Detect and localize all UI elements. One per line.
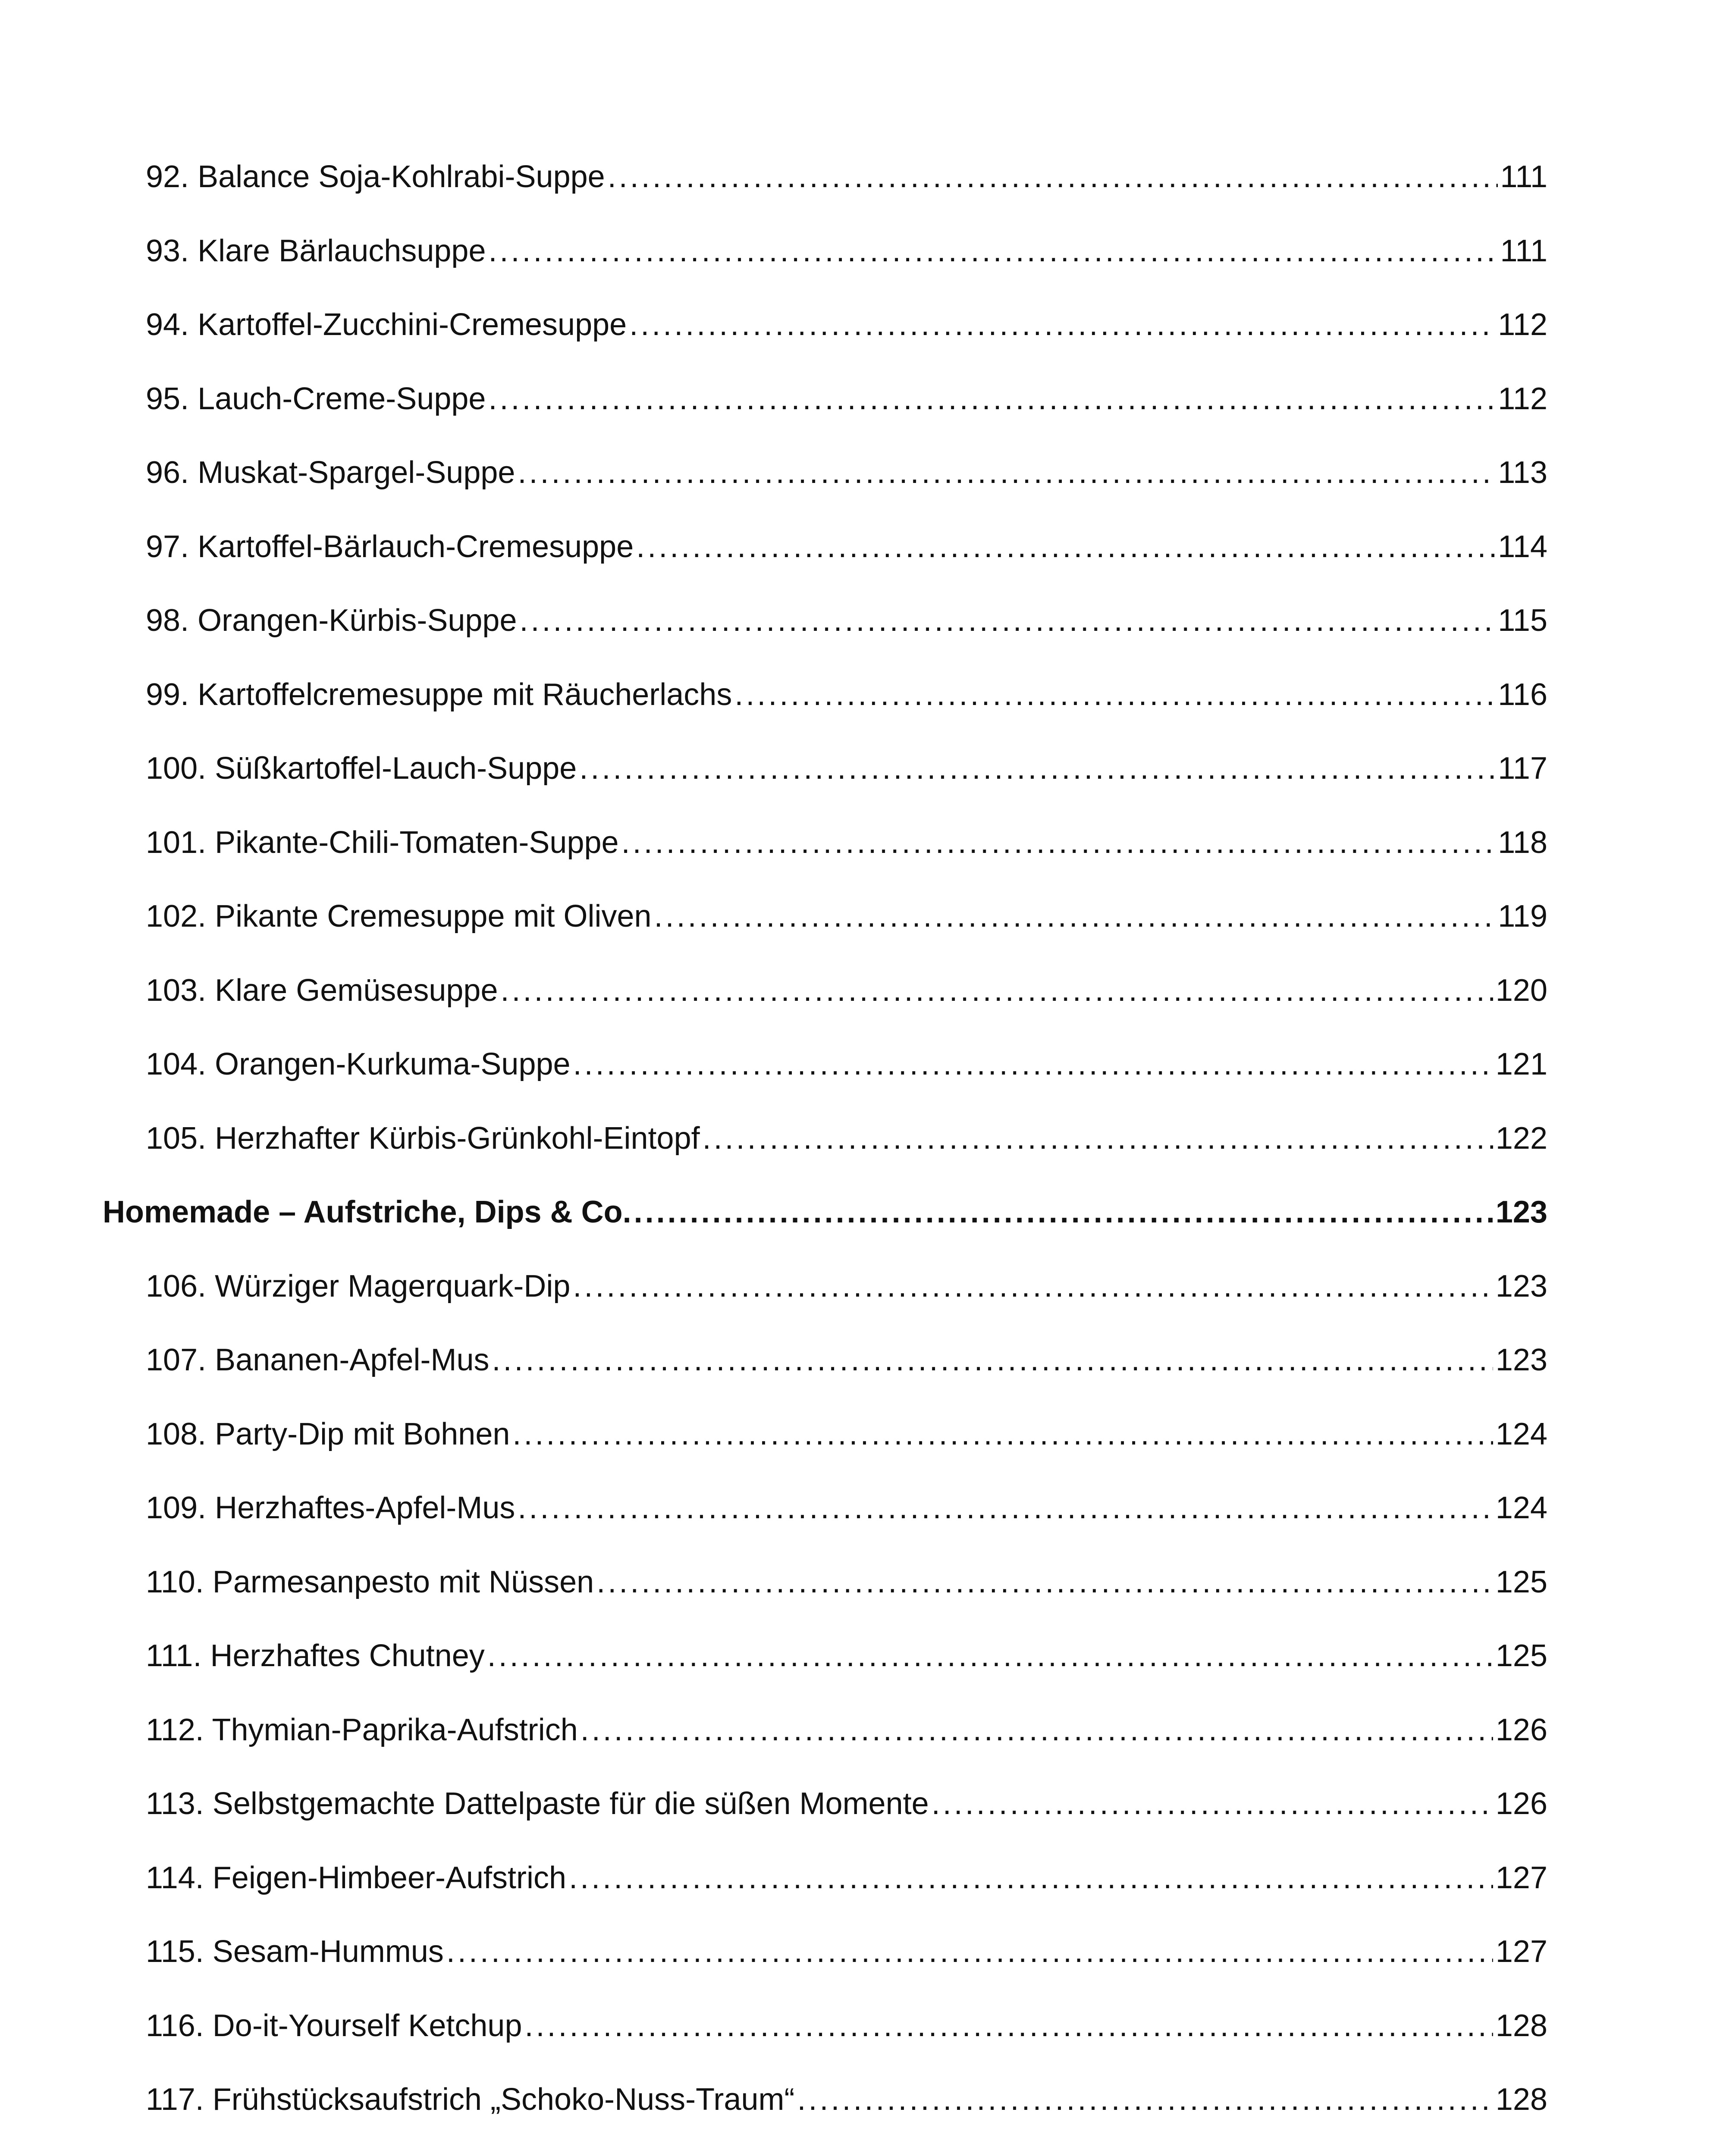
toc-entry — [146, 1630, 1547, 1682]
page-number: 116 — [1498, 677, 1547, 712]
dot-leader — [629, 299, 1495, 351]
entry-title: 111. Herzhaftes Chutney — [146, 1639, 485, 1673]
toc-entry — [146, 2074, 1547, 2125]
toc-entry — [146, 1038, 1547, 1090]
entry-title: 99. Kartoffelcremesuppe mit Räucherlachs — [146, 677, 732, 712]
dot-leader — [518, 447, 1495, 498]
entry-title: 104. Orangen-Kurkuma-Suppe — [146, 1047, 571, 1081]
toc-entry — [146, 2000, 1547, 2052]
entry-title: 94. Kartoffel-Zucchini-Cremesuppe — [146, 307, 627, 342]
page-number: 121 — [1495, 1047, 1547, 1081]
page-number: 112 — [1498, 382, 1547, 416]
dot-leader — [501, 965, 1493, 1016]
dot-leader — [932, 1778, 1493, 1830]
toc-entry — [146, 1260, 1547, 1312]
entry-title: 112. Thymian-Paprika-Aufstrich — [146, 1713, 578, 1747]
page-number: 119 — [1498, 899, 1547, 934]
entry-title: 116. Do-it-Yourself Ketchup — [146, 2009, 522, 2043]
page-number: 118 — [1498, 825, 1547, 860]
toc-entry — [146, 225, 1547, 277]
page-number: 123 — [1495, 1269, 1547, 1304]
entry-title — [146, 2148, 676, 2156]
entry-title: 105. Herzhafter Kürbis-Grünkohl-Eintopf — [146, 1121, 700, 1156]
page-number: 111 — [1500, 234, 1547, 268]
dot-leader — [634, 1186, 1493, 1238]
entry-title: 103. Klare Gemüsesuppe — [146, 973, 498, 1008]
dot-leader — [569, 1852, 1493, 1904]
toc-entry — [146, 521, 1547, 573]
page-number: 127 — [1495, 1861, 1547, 1895]
page-number: 114 — [1498, 530, 1547, 564]
page-number: 128 — [1495, 2082, 1547, 2117]
dot-leader — [621, 817, 1496, 868]
entry-title: 92. Balance Soja-Kohlrabi-Suppe — [146, 160, 605, 194]
dot-leader — [512, 1408, 1493, 1460]
entry-title: 96. Muskat-Spargel-Suppe — [146, 455, 515, 490]
toc-entry — [146, 965, 1547, 1016]
page-number: 113 — [1498, 455, 1547, 490]
entry-title: 97. Kartoffel-Bärlauch-Cremesuppe — [146, 530, 634, 564]
section-title: Homemade – Aufstriche, Dips & Co. — [103, 1195, 631, 1229]
entry-title: 101. Pikante-Chili-Tomaten-Suppe — [146, 825, 619, 860]
toc-entry — [146, 1704, 1547, 1756]
toc-entry — [146, 2148, 1547, 2156]
page-number: 117 — [1498, 751, 1547, 786]
entry-title: 117. Frühstücksaufstrich „Schoko-Nuss-Traum“ — [146, 2082, 795, 2117]
page-number: 122 — [1495, 1121, 1547, 1156]
entry-title: 109. Herzhaftes-Apfel-Mus — [146, 1491, 515, 1525]
dot-leader — [608, 151, 1498, 203]
toc-entry — [146, 1112, 1547, 1164]
entry-title: 115. Sesam-Hummus — [146, 1934, 444, 1969]
entry-title: 113. Selbstgemachte Dattelpaste für die süßen Momente — [146, 1786, 929, 1821]
toc-entry — [146, 1556, 1547, 1608]
dot-leader — [488, 373, 1495, 425]
toc-section-heading — [103, 1186, 1547, 1238]
dot-leader — [654, 890, 1496, 942]
toc-entry — [146, 1926, 1547, 1977]
dot-leader — [734, 669, 1495, 721]
page-number: 125 — [1495, 1565, 1547, 1599]
dot-leader — [446, 1926, 1493, 1977]
dot-leader — [579, 743, 1495, 794]
page-number: 124 — [1495, 1491, 1547, 1525]
toc-entry — [146, 1334, 1547, 1386]
entry-title: 106. Würziger Magerquark-Dip — [146, 1269, 571, 1304]
dot-leader — [703, 1112, 1493, 1164]
toc-entry — [146, 669, 1547, 721]
toc-entry — [146, 151, 1547, 203]
entry-title: 93. Klare Bärlauchsuppe — [146, 234, 486, 268]
dot-leader — [679, 2148, 1493, 2156]
entry-title: 110. Parmesanpesto mit Nüssen — [146, 1565, 594, 1599]
dot-leader — [492, 1334, 1493, 1386]
toc-entry — [146, 743, 1547, 794]
toc-entry — [146, 890, 1547, 942]
page-number: 111 — [1500, 160, 1547, 194]
toc-entry — [146, 1408, 1547, 1460]
toc-entry — [146, 595, 1547, 646]
dot-leader — [573, 1038, 1493, 1090]
dot-leader — [636, 521, 1495, 573]
entry-title: 114. Feigen-Himbeer-Aufstrich — [146, 1861, 567, 1895]
dot-leader — [487, 1630, 1493, 1682]
page-number: 128 — [1495, 2009, 1547, 2043]
toc-entry — [146, 373, 1547, 425]
page-number: 123 — [1495, 1195, 1547, 1229]
entry-title: 95. Lauch-Creme-Suppe — [146, 382, 486, 416]
dot-leader — [489, 225, 1498, 277]
toc-entry — [146, 1482, 1547, 1534]
dot-leader — [518, 1482, 1493, 1534]
page-number: 126 — [1495, 1713, 1547, 1747]
entry-title: 107. Bananen-Apfel-Mus — [146, 1343, 489, 1377]
page-number: 126 — [1495, 1786, 1547, 1821]
entry-title: 100. Süßkartoffel-Lauch-Suppe — [146, 751, 577, 786]
page-number: 125 — [1495, 1639, 1547, 1673]
page-number — [1496, 2148, 1547, 2156]
page-number: 123 — [1495, 1343, 1547, 1377]
toc-entry — [146, 299, 1547, 351]
page-number: 120 — [1495, 973, 1547, 1008]
dot-leader — [596, 1556, 1493, 1608]
page-number: 115 — [1498, 603, 1547, 638]
dot-leader — [520, 595, 1496, 646]
toc-entry — [146, 817, 1547, 868]
toc-entry — [146, 1778, 1547, 1830]
page-number: 112 — [1498, 307, 1547, 342]
page-number: 127 — [1495, 1934, 1547, 1969]
page-number: 124 — [1495, 1417, 1547, 1451]
dot-leader — [580, 1704, 1493, 1756]
toc-entry — [146, 1852, 1547, 1904]
entry-title: 102. Pikante Cremesuppe mit Oliven — [146, 899, 652, 934]
dot-leader — [797, 2074, 1493, 2125]
entry-title: 98. Orangen-Kürbis-Suppe — [146, 603, 517, 638]
dot-leader — [573, 1260, 1493, 1312]
dot-leader — [525, 2000, 1493, 2052]
toc-entry — [146, 447, 1547, 498]
entry-title: 108. Party-Dip mit Bohnen — [146, 1417, 510, 1451]
